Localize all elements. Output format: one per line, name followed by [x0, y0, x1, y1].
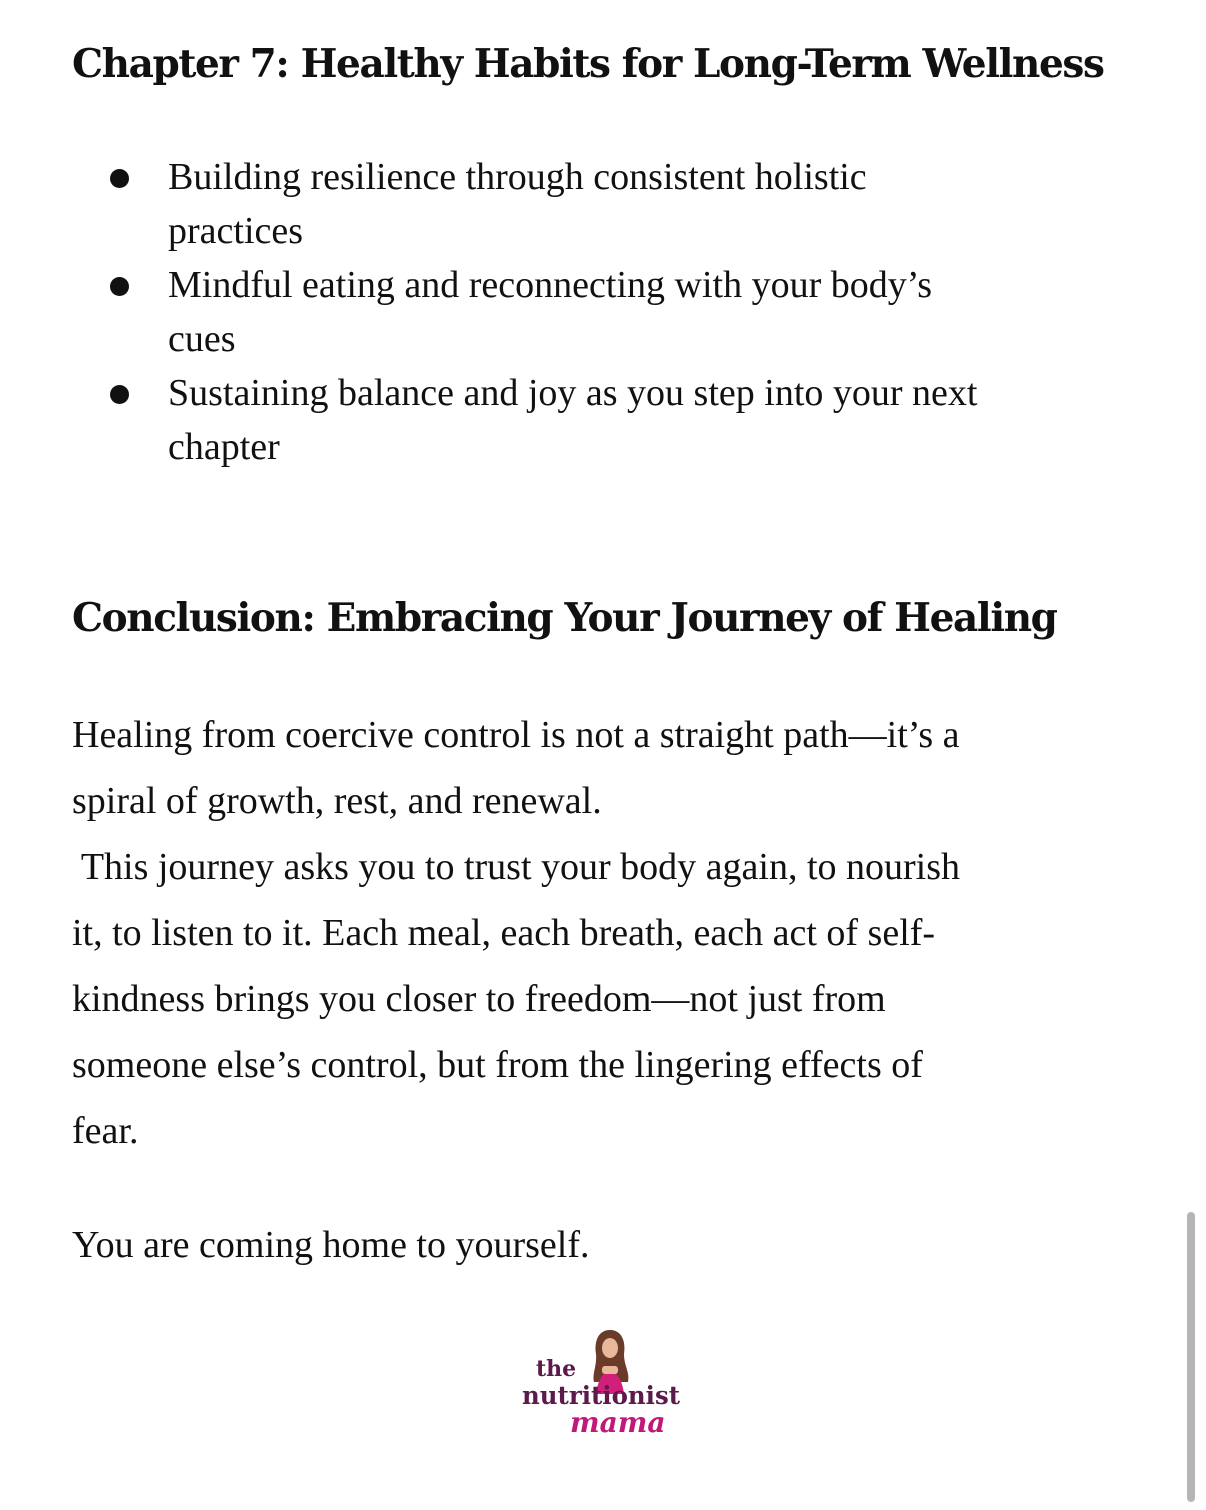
bullet-text-line: cues — [168, 318, 236, 360]
logo-word-nutritionist: nutritionist — [522, 1381, 681, 1410]
bullet-text-line: Mindful eating and reconnecting with your body’s — [168, 264, 933, 306]
chapter-bullet-list — [100, 150, 1130, 474]
paragraph-line: it, to listen to it. Each meal, each breath, each act of self- — [72, 912, 936, 954]
closing-line: You are coming home to yourself. — [72, 1224, 590, 1266]
bullet-text-line: chapter — [168, 426, 280, 468]
paragraph-line: kindness brings you closer to freedom—not just from — [72, 978, 886, 1020]
bullet-text-line: Sustaining balance and joy as you step into your next — [168, 372, 978, 414]
list-item — [100, 150, 1130, 258]
paragraph-line: fear. — [72, 1110, 139, 1152]
bullet-text-line: Building resilience through consistent holistic — [168, 156, 867, 198]
list-item — [100, 366, 1130, 474]
logo-word-the: the — [536, 1356, 577, 1382]
paragraph-line: someone else’s control, but from the lingering effects of — [72, 1044, 923, 1086]
nutritionist-mama-logo — [520, 1322, 700, 1442]
conclusion-paragraph — [72, 702, 960, 1164]
logo-word-mama: mama — [570, 1406, 666, 1439]
paragraph-line: spiral of growth, rest, and renewal. — [72, 780, 602, 822]
paragraph-line: This journey asks you to trust your body again, to nourish — [72, 846, 961, 888]
bullet-dot-icon — [110, 385, 129, 404]
bullet-dot-icon — [110, 277, 129, 296]
conclusion-heading: Conclusion: Embracing Your Journey of Healing — [72, 595, 1057, 641]
bullet-dot-icon — [110, 169, 129, 188]
paragraph-line: Healing from coercive control is not a straight path—it’s a — [72, 714, 960, 756]
chapter-heading: Chapter 7: Healthy Habits for Long-Term Wellness — [72, 41, 1104, 87]
bullet-text-line: practices — [168, 210, 304, 252]
vertical-scrollbar[interactable] — [1187, 1212, 1195, 1502]
list-item — [100, 258, 1130, 366]
